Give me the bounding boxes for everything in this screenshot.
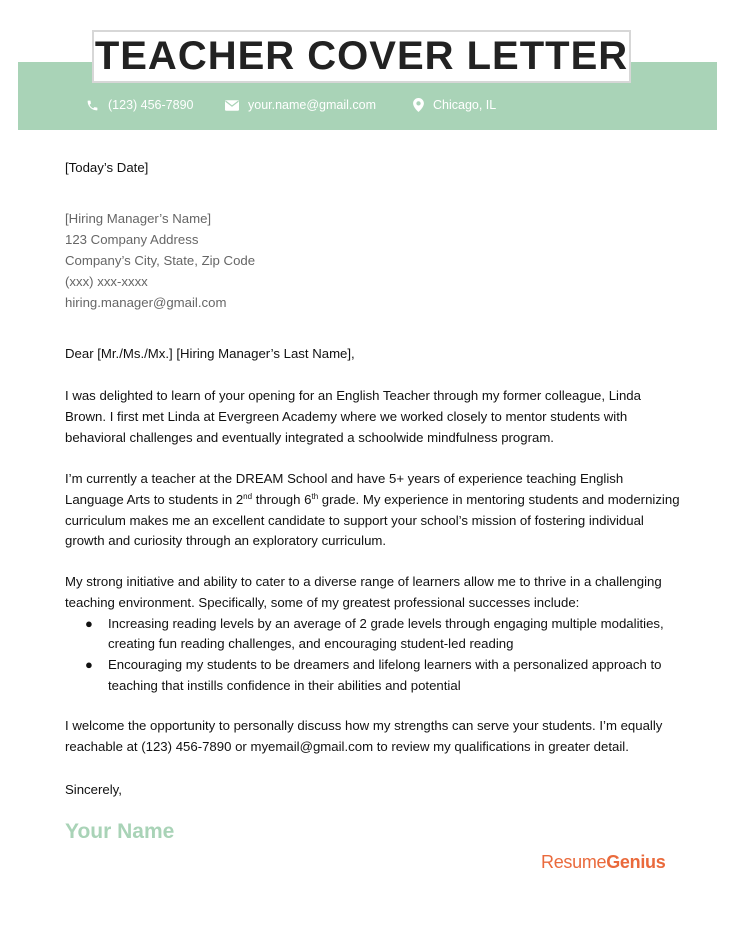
recipient-name: [Hiring Manager’s Name] xyxy=(65,211,212,226)
contact-location xyxy=(413,96,496,114)
recipient-phone: (xxx) xxx-xxxx xyxy=(65,274,148,290)
list-item-text: Increasing reading levels by an average of 2 grade levels through engaging multiple modalities, creating fun reading challenges, and encouraging student-led reading xyxy=(108,615,664,652)
phone-icon xyxy=(86,99,99,112)
paragraph-3-block xyxy=(65,572,685,697)
recipient-address: 123 Company Address xyxy=(65,232,199,248)
paragraph-2-part-1: I’m currently a teacher at the DREAM School and have 5+ years of experience teaching English Language Arts to students in 2 xyxy=(65,471,624,507)
list-item xyxy=(65,614,685,656)
title-box xyxy=(92,30,631,83)
page-title: TEACHER COVER LETTER xyxy=(94,34,629,78)
signature-name: Your Name xyxy=(65,820,175,843)
closing: Sincerely, xyxy=(65,782,122,797)
recipient-block xyxy=(65,208,255,313)
location-pin-icon xyxy=(413,98,424,112)
logo-part-resume: Resume xyxy=(541,852,607,872)
superscript-th: th xyxy=(311,491,319,501)
salutation: Dear [Mr./Ms./Mx.] [Hiring Manager’s Last Name], xyxy=(65,346,355,361)
list-item-text: Encouraging my students to be dreamers and lifelong learners with a personalized approach to teaching that instills confidence in their abilities and potential xyxy=(108,657,662,693)
letter-date: [Today’s Date] xyxy=(65,160,149,175)
contact-email xyxy=(225,96,376,114)
resume-genius-logo xyxy=(541,852,665,873)
paragraph-2 xyxy=(65,469,685,552)
location-text: Chicago, IL xyxy=(433,98,497,112)
paragraph-3: My strong initiative and ability to cater to a diverse range of learners allow me to thrive in a challenging teaching environment. Specifically, some of my greatest professional successes include: xyxy=(65,574,662,610)
contact-phone xyxy=(86,96,193,114)
list-item xyxy=(65,655,685,697)
achievement-list xyxy=(65,614,685,697)
superscript-nd: nd xyxy=(243,491,253,501)
paragraph-2-part-2: through 6 xyxy=(252,491,312,507)
bullet-icon: ● xyxy=(85,615,93,631)
recipient-email: hiring.manager@gmail.com xyxy=(65,295,227,311)
recipient-city: Company’s City, State, Zip Code xyxy=(65,253,256,269)
paragraph-1: I was delighted to learn of your opening for an English Teacher through my former colleague, Linda Brown. I first met Linda at Evergreen Academy where we worked closely to mentor students with behavioral challenges and eventually integrated a schoolwide mindfulness program. xyxy=(65,388,641,445)
email-text: your.name@gmail.com xyxy=(248,98,377,112)
bullet-icon: ● xyxy=(85,657,93,673)
phone-text: (123) 456-7890 xyxy=(108,98,194,112)
paragraph-2-part-3: grade. My experience in mentoring students and modernizing curriculum makes me an excellent candidate to support your school’s mission of fostering individual growth and curiosity through an exploratory curriculum. xyxy=(65,491,680,549)
envelope-icon xyxy=(225,100,239,111)
logo-part-genius: Genius xyxy=(606,852,666,872)
paragraph-4: I welcome the opportunity to personally discuss how my strengths can serve your students. I’m equally reachable at (123) 456-7890 or myemail@gmail.com to review my qualifications in greater detail. xyxy=(65,718,663,754)
